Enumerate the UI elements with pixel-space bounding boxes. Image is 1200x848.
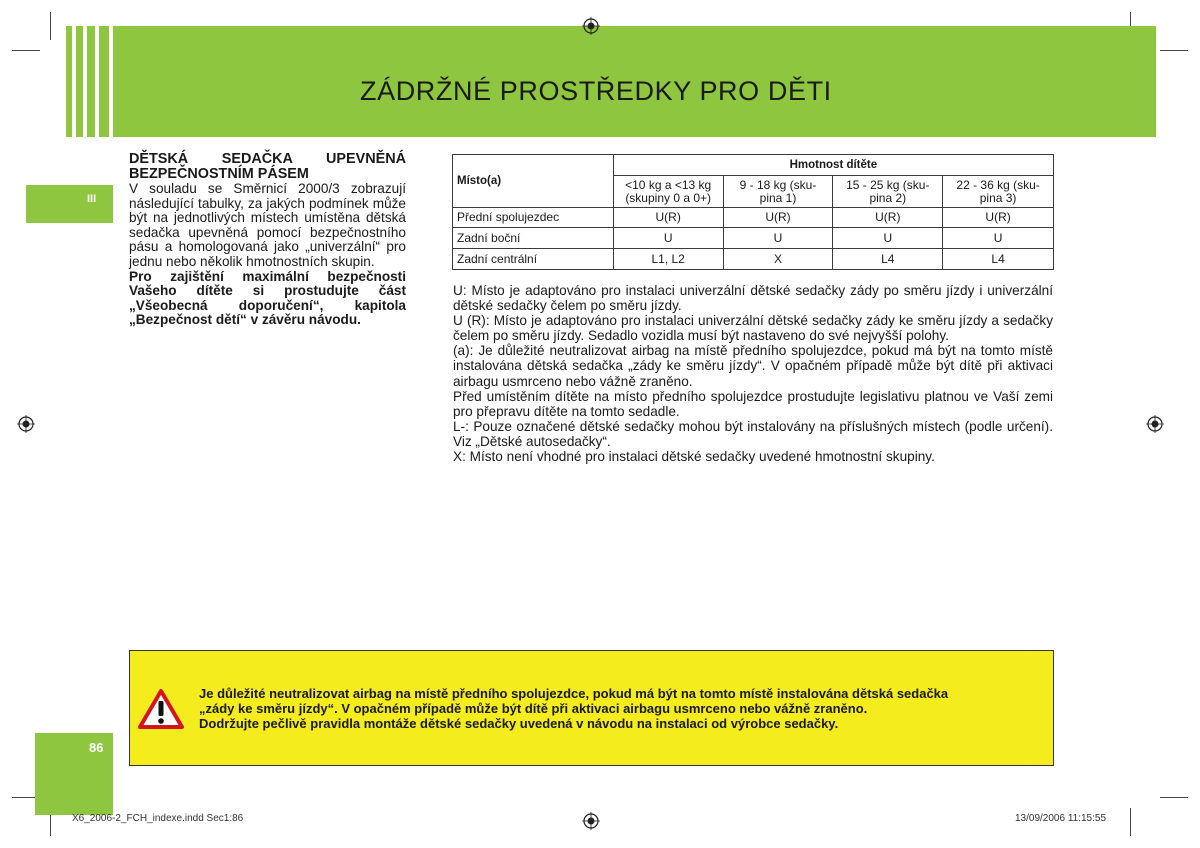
table-row bbox=[453, 249, 1054, 270]
group-header-line: 9 - 18 kg (sku- bbox=[739, 177, 817, 192]
registration-mark-icon bbox=[582, 17, 600, 35]
crop-mark bbox=[1130, 808, 1131, 836]
header-stripe bbox=[66, 26, 72, 137]
legend-note: (a): Je důležité neutralizovat airbag na místě předního spolujezdce, pokud má být na tomto místě instalována dětská sedačka „zády ke směru jízdy“. V opačném případě může být dítě při aktivaci airbagu usmrceno nebo vážně zraněno. bbox=[453, 343, 1053, 389]
legend-note: U (R): Místo je adaptováno pro instalaci univerzální dětské sedačky zády ke směru jízdy a sedačky čelem po směru jízdy. Sedadlo vozidla musí být nastaveno do své nejvyšší polohy. bbox=[453, 313, 1053, 344]
seat-column-header: Místo(a) bbox=[453, 155, 614, 208]
value-cell: U(R) bbox=[943, 208, 1054, 228]
group-header bbox=[613, 176, 723, 208]
weight-header: Hmotnost dítěte bbox=[613, 155, 1053, 176]
group-header bbox=[723, 176, 833, 208]
chapter-label: III bbox=[87, 193, 97, 205]
crop-mark bbox=[1160, 797, 1188, 798]
warning-line: Dodržujte pečlivě pravidla montáže dětské sedačky uvedená v návodu na instalaci od výrobce sedačky. bbox=[199, 716, 839, 731]
seat-cell: Přední spolujezdec bbox=[453, 208, 614, 228]
header-stripe bbox=[76, 26, 83, 137]
header-stripe bbox=[99, 26, 109, 137]
seat-cell: Zadní boční bbox=[453, 228, 614, 249]
group-header-line: (skupiny 0 a 0+) bbox=[625, 190, 712, 205]
value-cell: U bbox=[943, 228, 1054, 249]
section-heading bbox=[129, 152, 406, 182]
registration-mark-icon bbox=[582, 812, 600, 830]
value-cell: L4 bbox=[943, 249, 1054, 270]
legend-note: U: Místo je adaptováno pro instalaci univerzální dětské sedačky zády po směru jízdy i univerzální dětské sedačky čelem po směru jízdy. bbox=[453, 283, 1053, 314]
slug-left: X6_2006-2_FCH_indexe.indd Sec1:86 bbox=[72, 813, 244, 824]
crop-mark bbox=[12, 50, 40, 51]
left-column bbox=[129, 152, 406, 328]
crop-mark bbox=[50, 12, 51, 40]
table-row bbox=[453, 208, 1054, 228]
page-title: ZÁDRŽNÉ PROSTŘEDKY PRO DĚTI bbox=[360, 76, 832, 106]
value-cell: U(R) bbox=[613, 208, 723, 228]
section-bold-note: Pro zajištění maximální bezpečnosti Vašeho dítěte si prostudujte část „Všeobecná doporučení“, kapitola „Bezpečnost dětí“ v závěru návodu. bbox=[129, 268, 406, 328]
slug-right: 13/09/2006 11:15:55 bbox=[1015, 813, 1107, 824]
group-header-line: pina 2) bbox=[869, 190, 907, 205]
value-cell: U(R) bbox=[723, 208, 833, 228]
group-header-line: <10 kg a <13 kg bbox=[625, 177, 712, 192]
warning-box bbox=[129, 650, 1054, 766]
warning-line: Je důležité neutralizovat airbag na místě předního spolujezdce, pokud má být na tomto místě instalována dětská sedačka bbox=[199, 686, 949, 701]
table-row bbox=[453, 228, 1054, 249]
section-body: V souladu se Směrnicí 2000/3 zobrazují následující tabulky, za jakých podmínek může být na jednotlivých místech umístěna dětská sedačka upevněná pomocí bezpečnostního pásu a homologovaná jako „univerzální“ pro jednu nebo několik hmotnostních skupin. bbox=[129, 181, 406, 269]
value-cell: U bbox=[723, 228, 833, 249]
crop-mark bbox=[1160, 50, 1188, 51]
section-heading-line: DĚTSKÁ SEDAČKA UPEVNĚNÁ bbox=[129, 151, 406, 167]
value-cell: U bbox=[613, 228, 723, 249]
legend-note: L-: Pouze označené dětské sedačky mohou být instalovány na příslušných místech (podle určení). Viz „Dětské autosedačky“. bbox=[453, 418, 1053, 449]
warning-triangle-icon bbox=[138, 689, 184, 729]
group-header bbox=[833, 176, 943, 208]
legend-note: Před umístěním dítěte na místo předního spolujezdce prostudujte legislativu platnou ve Vaší zemi pro přepravu dítěte na tomto sedadle. bbox=[453, 388, 1053, 419]
legend-notes bbox=[453, 283, 1053, 464]
value-cell: L1, L2 bbox=[613, 249, 723, 270]
chapter-tab bbox=[26, 185, 113, 223]
value-cell: X bbox=[723, 249, 833, 270]
header-stripe bbox=[87, 26, 95, 137]
group-header-line: pina 1) bbox=[759, 190, 797, 205]
registration-mark-icon bbox=[1146, 415, 1164, 433]
value-cell: U(R) bbox=[833, 208, 943, 228]
group-header bbox=[943, 176, 1054, 208]
warning-text bbox=[199, 686, 1044, 731]
group-header-line: 22 - 36 kg (sku- bbox=[956, 177, 1040, 192]
value-cell: L4 bbox=[833, 249, 943, 270]
page-number: 86 bbox=[89, 740, 104, 755]
seat-cell: Zadní centrální bbox=[453, 249, 614, 270]
group-header-line: 15 - 25 kg (sku- bbox=[846, 177, 930, 192]
group-header-line: pina 3) bbox=[979, 190, 1017, 205]
warning-line: „zády ke směru jízdy“. V opačném případě může být dítě při aktivaci airbagu usmrceno nebo vážně zraněno. bbox=[199, 701, 868, 716]
value-cell: U bbox=[833, 228, 943, 249]
seat-table bbox=[452, 154, 1054, 270]
legend-note: X: Místo není vhodné pro instalaci dětské sedačky uvedené hmotnostní skupiny. bbox=[453, 449, 935, 465]
registration-mark-icon bbox=[17, 415, 35, 433]
seat-table-wrapper bbox=[452, 154, 1054, 270]
section-heading-line: BEZPEČNOSTNÍM PÁSEM bbox=[129, 166, 309, 182]
